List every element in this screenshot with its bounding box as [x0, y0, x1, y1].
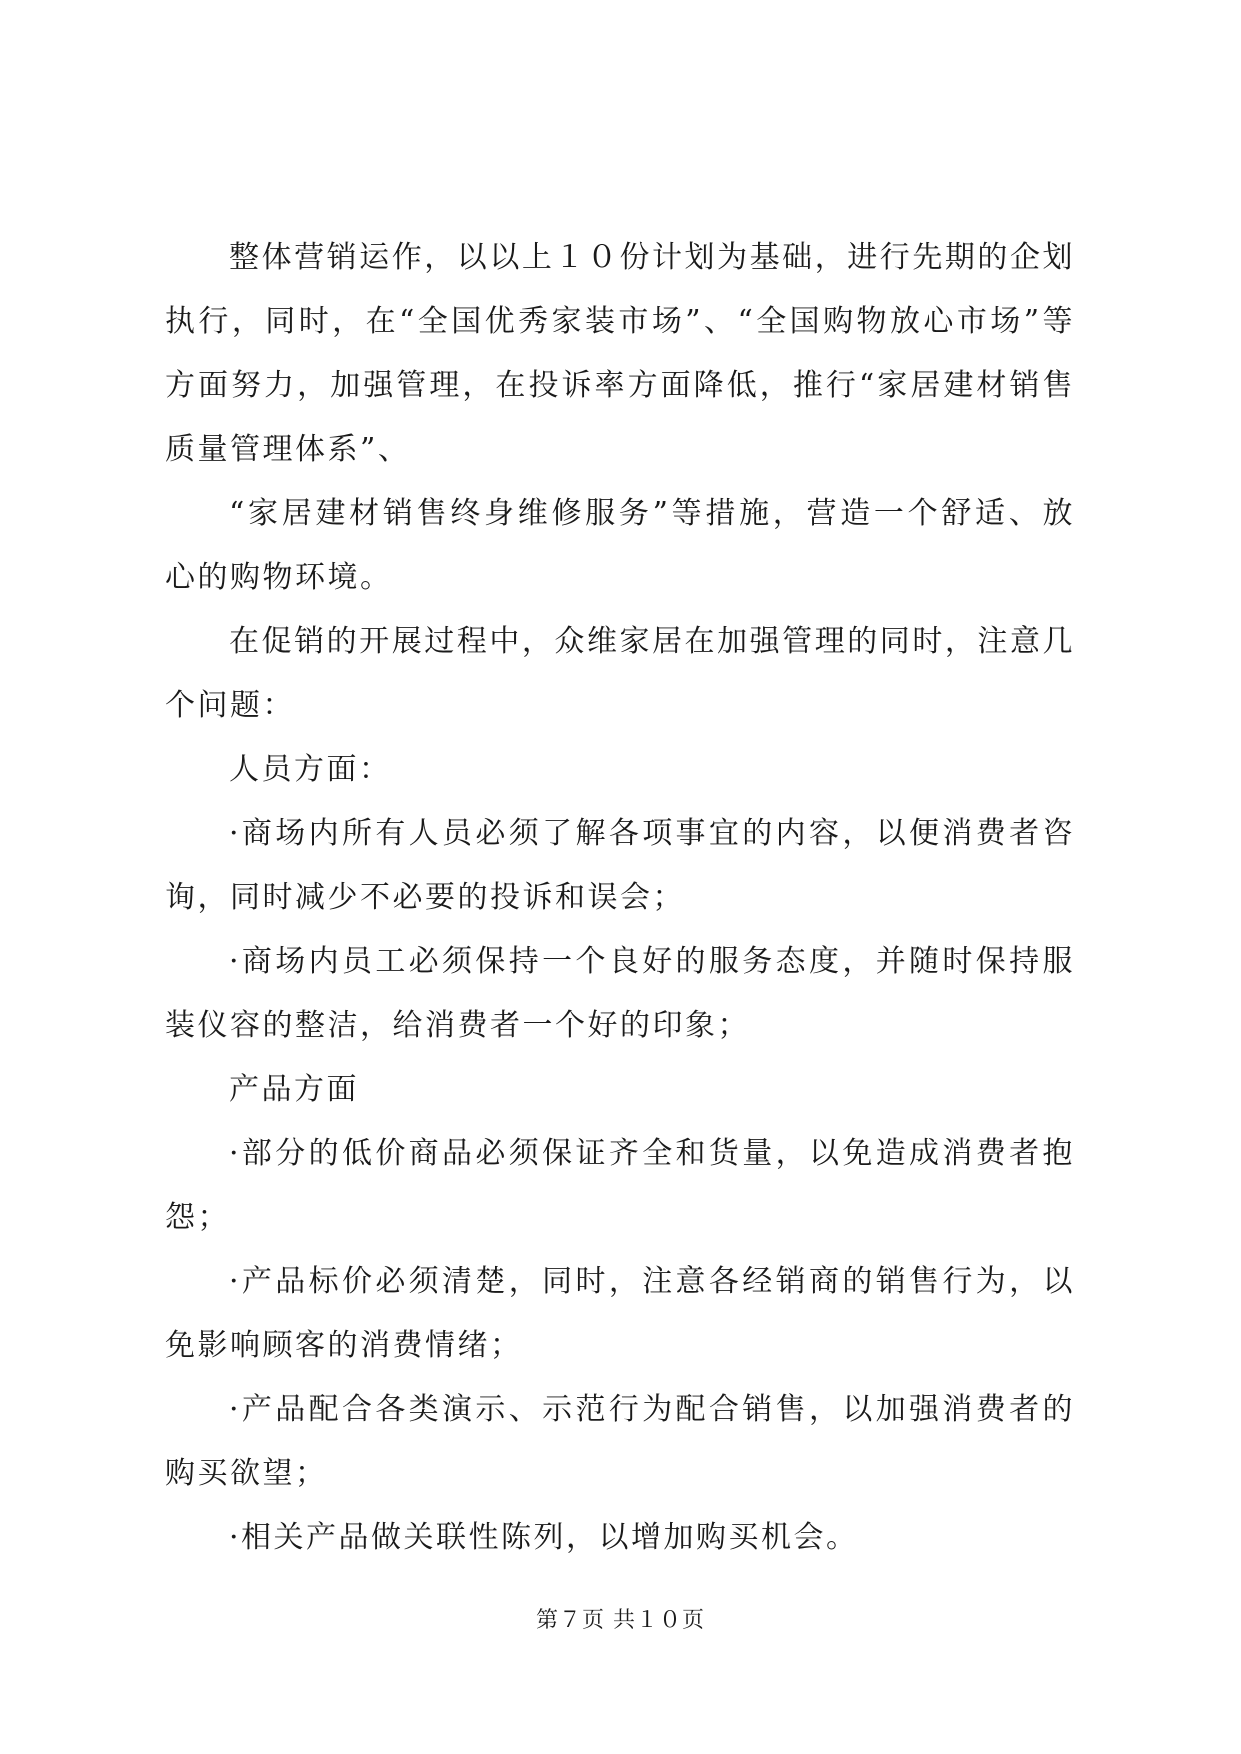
bullet-item: ·商场内员工必须保持一个良好的服务态度，并随时保持服装仪容的整洁，给消费者一个好的印象； — [165, 944, 1075, 1043]
paragraph: 在促销的开展过程中，众维家居在加强管理的同时，注意几个问题： — [165, 624, 1075, 723]
bullet-item: ·产品标价必须清楚，同时，注意各经销商的销售行为，以免影响顾客的消费情绪； — [165, 1264, 1075, 1363]
bullet-item: ·部分的低价商品必须保证齐全和货量，以免造成消费者抱怨； — [165, 1136, 1075, 1235]
paragraph: “家居建材销售终身维修服务”等措施，营造一个舒适、放心的购物环境。 — [165, 496, 1075, 595]
section-heading-products: 产品方面 — [229, 1072, 359, 1107]
paragraph: 整体营销运作，以以上１０份计划为基础，进行先期的企划执行，同时，在“全国优秀家装市场”、“全国购物放心市场”等方面努力，加强管理，在投诉率方面降低，推行“家居建材销售质量管理体系”、 — [165, 240, 1075, 467]
bullet-item: ·产品配合各类演示、示范行为配合销售，以加强消费者的购买欲望； — [165, 1392, 1075, 1491]
bullet-item: ·商场内所有人员必须了解各项事宜的内容，以便消费者咨询，同时减少不必要的投诉和误会； — [165, 816, 1075, 915]
document-body — [165, 226, 1075, 1570]
section-heading-personnel: 人员方面： — [229, 752, 392, 787]
bullet-item: ·相关产品做关联性陈列，以增加购买机会。 — [229, 1520, 859, 1555]
page-number-footer: 第７页 共１０页 — [536, 1608, 705, 1633]
